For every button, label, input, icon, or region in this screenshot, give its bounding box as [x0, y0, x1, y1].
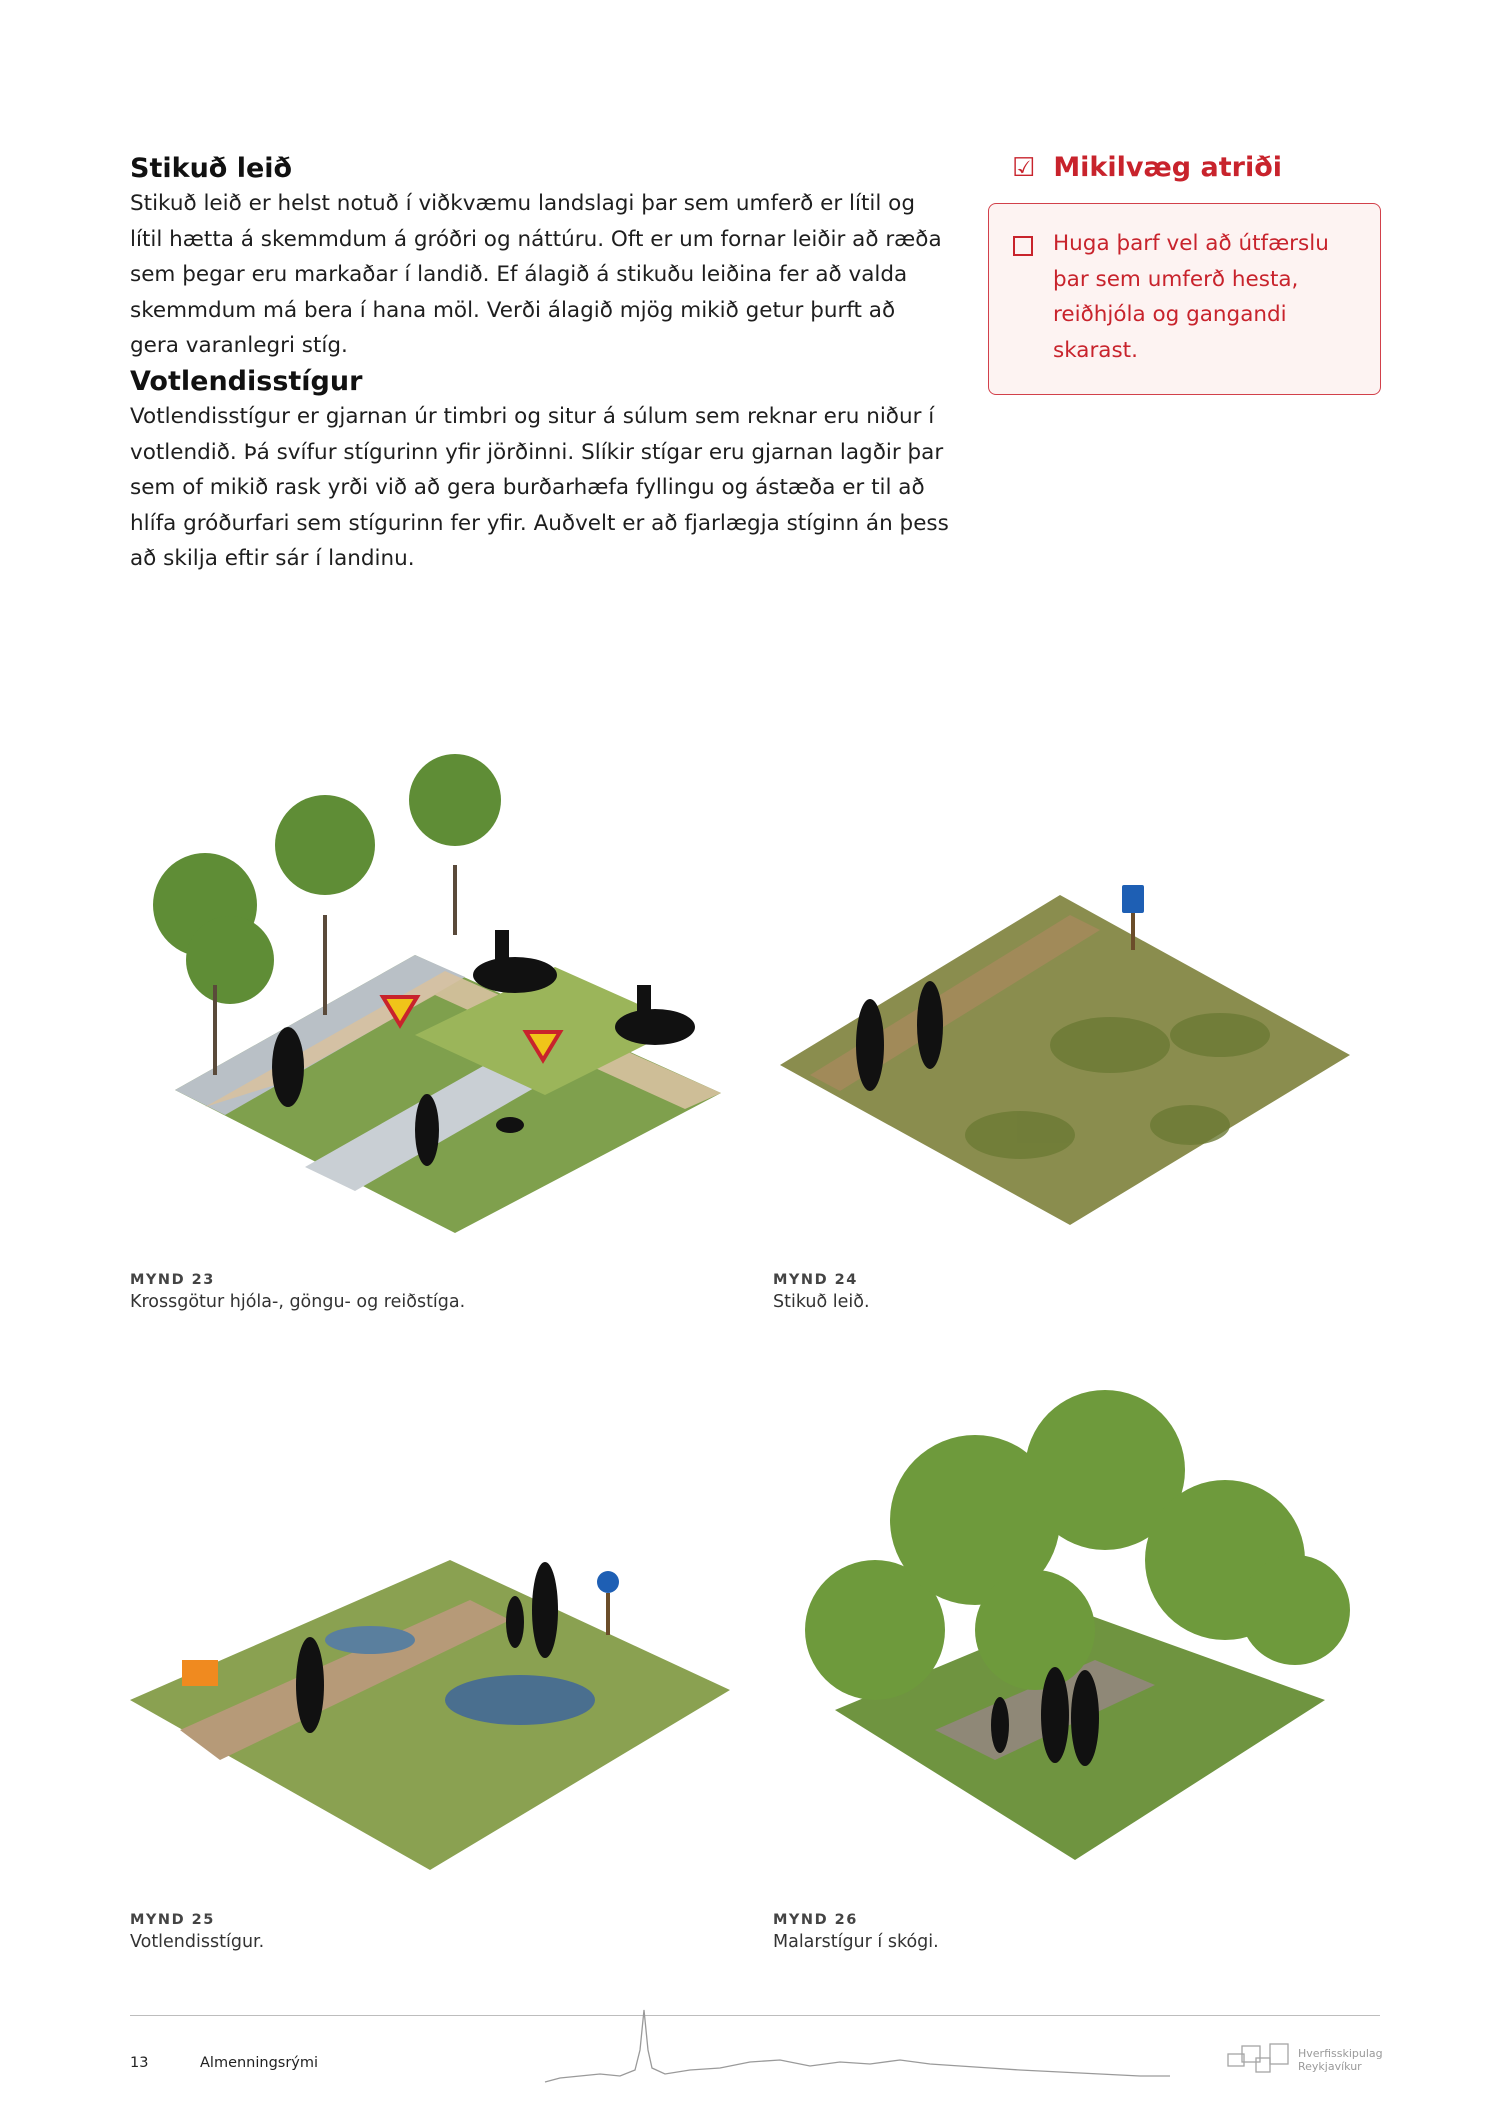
section-votlendisstigur — [130, 366, 950, 577]
logo-mark-icon — [1226, 2040, 1292, 2080]
figure-label: MYND 26 — [773, 1912, 858, 1928]
important-item-text: Huga þarf vel að útfærslu þar sem umferð hesta, reiðhjóla og gangandi skarast. — [1053, 231, 1329, 363]
figure-24-illustration — [770, 855, 1370, 1235]
section-stikud-leid — [130, 153, 950, 364]
important-box — [988, 203, 1381, 395]
figure-caption-text: Stikuð leið. — [773, 1292, 870, 1312]
logo-line-2: Reykjavíkur — [1298, 2060, 1362, 2073]
section-heading: Stikuð leið — [130, 153, 293, 184]
section-body: Votlendisstígur er gjarnan úr timbri og situr á súlum sem reknar eru niður í votlendið. Þá svífur stígurinn yfir jörðinni. Slíkir stígar eru gjarnan lagðir þar sem of mikið rask yrði við að gera burðarhæfa fyllingu og ástæða er til að hlífa gróðurfari sem stígurinn fer yfir. Auðvelt er að fjarlægja stíginn án þess að skilja eftir sár í landinu. — [130, 404, 949, 571]
footer-section-name: Almenningsrými — [200, 2055, 319, 2071]
figure-caption-text: Krossgötur hjóla-, göngu- og reiðstíga. — [130, 1292, 466, 1312]
important-heading: Mikilvæg atriði — [1053, 152, 1283, 183]
figure-label: MYND 24 — [773, 1272, 858, 1288]
figure-caption-text: Malarstígur í skógi. — [773, 1932, 939, 1952]
figure-caption-25 — [130, 1912, 690, 1952]
logo-text — [1298, 2047, 1383, 2073]
figure-26-illustration — [775, 1330, 1365, 1870]
important-header — [1012, 152, 1282, 183]
checkbox-icon — [1013, 236, 1033, 256]
figure-label: MYND 23 — [130, 1272, 215, 1288]
figure-label: MYND 25 — [130, 1912, 215, 1928]
important-item — [1013, 226, 1353, 368]
page-number: 13 — [130, 2055, 149, 2071]
figure-23-illustration — [125, 705, 735, 1245]
logo-line-1: Hverfisskipulag — [1298, 2047, 1383, 2060]
figure-caption-24 — [773, 1272, 1333, 1312]
section-body: Stikuð leið er helst notuð í viðkvæmu landslagi þar sem umferð er lítil og lítil hætta á skemmdum á gróðri og náttúru. Oft er um fornar leiðir að ræða sem þegar eru markaðar í landið. Ef álagið á stikuðu leiðina fer að valda skemmdum má bera í hana möl. Verði álagið mjög mikið getur þurft að gera varanlegri stíg. — [130, 191, 942, 358]
checkbox-checked-icon: ☑ — [1012, 152, 1036, 183]
skyline-illustration — [540, 1990, 1180, 2090]
figure-caption-text: Votlendisstígur. — [130, 1932, 265, 1952]
section-heading: Votlendisstígur — [130, 366, 363, 397]
figure-25-illustration — [130, 1540, 740, 1890]
figure-caption-26 — [773, 1912, 1333, 1952]
figure-caption-23 — [130, 1272, 690, 1312]
hverfisskipulag-logo — [1226, 2040, 1383, 2080]
